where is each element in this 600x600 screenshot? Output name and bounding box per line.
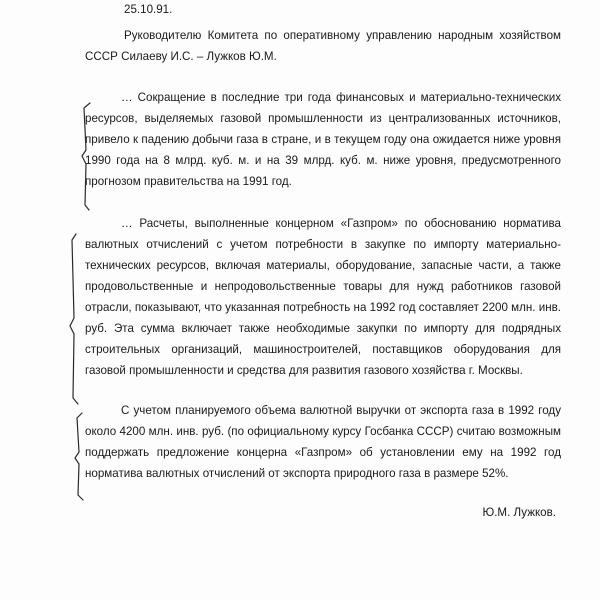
- signature: Ю.М. Лужков.: [482, 506, 556, 519]
- margin-bracket-3: [75, 413, 83, 500]
- paragraph-3: [85, 400, 561, 484]
- document-date: 25.10.91.: [124, 3, 173, 16]
- margin-bracket-2: [70, 234, 78, 404]
- addressee-line: [85, 25, 561, 67]
- paragraph-2: [85, 213, 561, 381]
- paragraph-1: [85, 87, 561, 192]
- addressee-text: Руководителю Комитета по оперативному управлению народным хозяйством СССР Силаеву И.С. – Лужков Ю.М.: [85, 29, 561, 63]
- paragraph-2-text: … Расчеты, выполненные концерном «Газпром» по обоснованию норматива валютных отчислений с учетом потребности в закупке по импорту материально-технических ресурсов, включая материалы, оборудование, запасные части, а также продовольственные и непродовольственные товары для нужд работников газовой отрасли, показывают, что указанная потребность на 1992 год составляет 2200 млн. инв. руб. Эта сумма включает также необходимые закупки по импорту для подрядных строительных организаций, машиностроителей, поставщиков оборудования для газовой промышленности и средства для развития газового хозяйства г. Москвы.: [85, 217, 561, 377]
- paragraph-3-text: С учетом планируемого объема валютной выручки от экспорта газа в 1992 году около 4200 млн. инв. руб. (по официальному курсу Госбанка СССР) считаю возможным поддержать предложение концерна «Газпром» об установлении ему на 1992 год норматива валютных отчислений от экспорта природного газа в размере 52%.: [85, 404, 561, 480]
- paragraph-1-text: … Сокращение в последние три года финансовых и материально-технических ресурсов, выделяемых газовой промышленности из централизованных источников, привело к падению добычи газа в стране, и в текущем году она ожидается ниже уровня 1990 года на 8 млрд. куб. м. и на 39 млрд. куб. м. ниже уровня, предусмотренного прогнозом правительства на 1991 год.: [85, 91, 561, 188]
